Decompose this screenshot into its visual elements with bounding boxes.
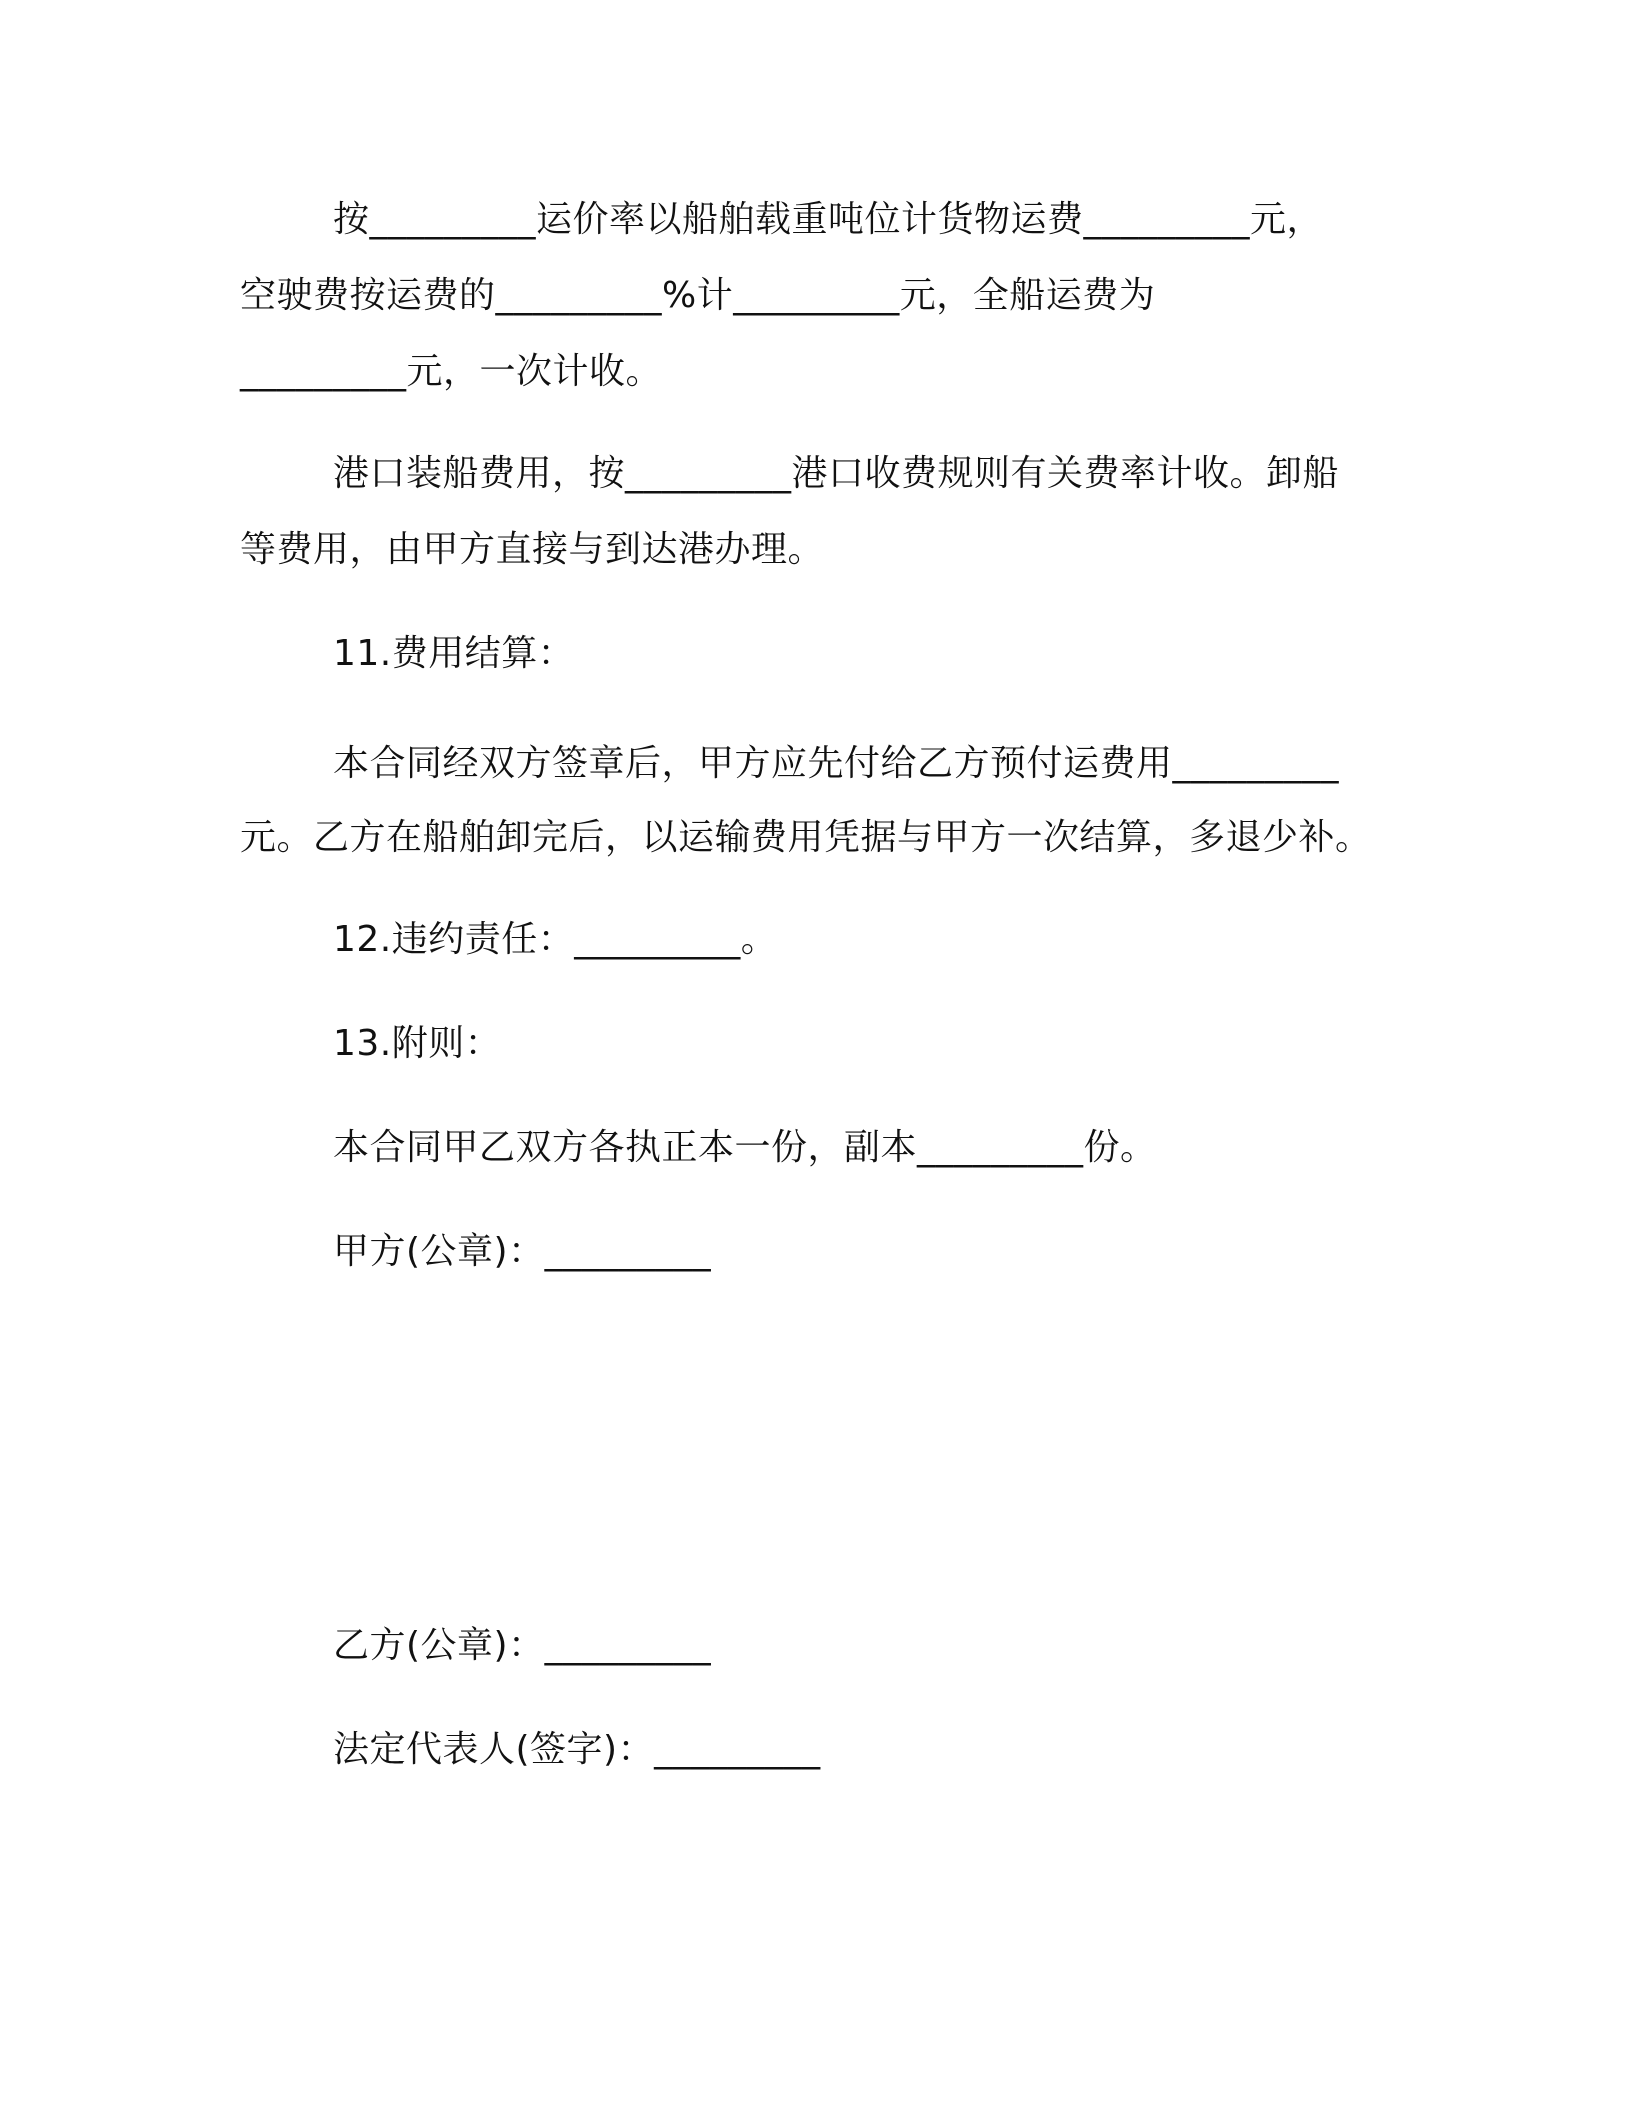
party-b-seal-line: 乙方(公章)：_________: [333, 1625, 712, 1666]
party-a-seal-line: 甲方(公章)：_________: [333, 1231, 712, 1272]
freight-paragraph-line-2: 空驶费按运费的_________%计_________元，全船运费为: [240, 275, 1156, 316]
port-fee-paragraph-line-1: 港口装船费用，按_________港口收费规则有关费率计收。卸船: [333, 453, 1340, 494]
copies-clause: 本合同甲乙双方各执正本一份，副本_________份。: [333, 1127, 1157, 1168]
port-fee-paragraph-line-2: 等费用，由甲方直接与到达港办理。: [240, 529, 825, 570]
section-11-heading: 11.费用结算：: [333, 633, 575, 674]
freight-paragraph-line-3: _________元，一次计收。: [240, 351, 663, 392]
settlement-paragraph-line-2: 元。乙方在船舶卸完后，以运输费用凭据与甲方一次结算，多退少补。: [240, 817, 1372, 858]
section-12-heading: 12.违约责任：_________。: [333, 919, 778, 960]
legal-representative-signature-line: 法定代表人(签字)：_________: [333, 1729, 821, 1770]
settlement-paragraph-line-1: 本合同经双方签章后，甲方应先付给乙方预付运费用_________: [333, 743, 1340, 784]
freight-paragraph-line-1: 按_________运价率以船舶载重吨位计货物运费_________元，: [333, 199, 1324, 240]
section-13-heading: 13.附则：: [333, 1023, 502, 1064]
